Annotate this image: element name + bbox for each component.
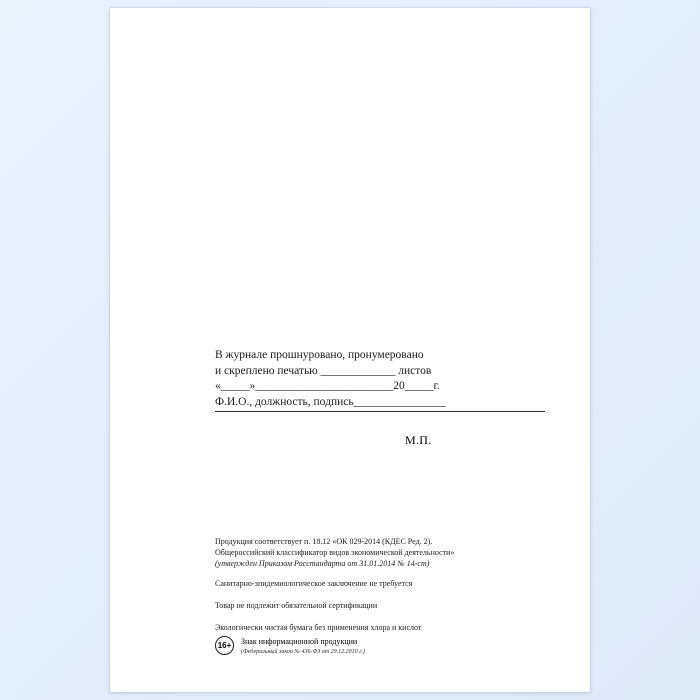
age-rating-text (241, 636, 365, 657)
age-rating-icon: 16+ (215, 636, 234, 655)
certification-note: Товар не подлежит обязательной сертификации (215, 601, 378, 610)
certification-block (215, 348, 545, 412)
age-rating-block (215, 636, 545, 657)
legal-block (215, 536, 545, 644)
product-compliance-line-3: (утвержден Приказом Росстандарта от 31.01.2014 № 14-ст) (215, 559, 430, 568)
certification-line-4: Ф.И.О., должность, подпись________________ (215, 395, 446, 408)
product-compliance-line-1: Продукция соответствует п. 18.12 «ОК 029-2014 (КДЕС Ред. 2). (215, 537, 433, 546)
sanitary-note: Санитарно-эпидемиологическое заключение не требуется (215, 579, 413, 588)
certification-line-2: и скреплено печатью _____________ листов (215, 364, 432, 377)
paper-note: Экологически чистая бумага без применения хлора и кислот (215, 623, 422, 632)
document-page (110, 8, 590, 692)
product-compliance-line-2: Общероссийский классификатор видов экономической деятельности» (215, 548, 455, 557)
signature-rule (215, 411, 545, 412)
stamp-place-label: М.П. (405, 433, 432, 447)
product-compliance-paragraph (215, 536, 545, 569)
certification-line-1: В журнале прошнуровано, пронумеровано (215, 349, 424, 361)
age-rating-title: Знак информационной продукции (241, 637, 358, 646)
age-rating-subtitle: (Федеральный закон № 436-ФЗ от 29.12.2010 г.) (241, 648, 365, 655)
certification-line-3: «_____»________________________20_____г. (215, 380, 440, 392)
